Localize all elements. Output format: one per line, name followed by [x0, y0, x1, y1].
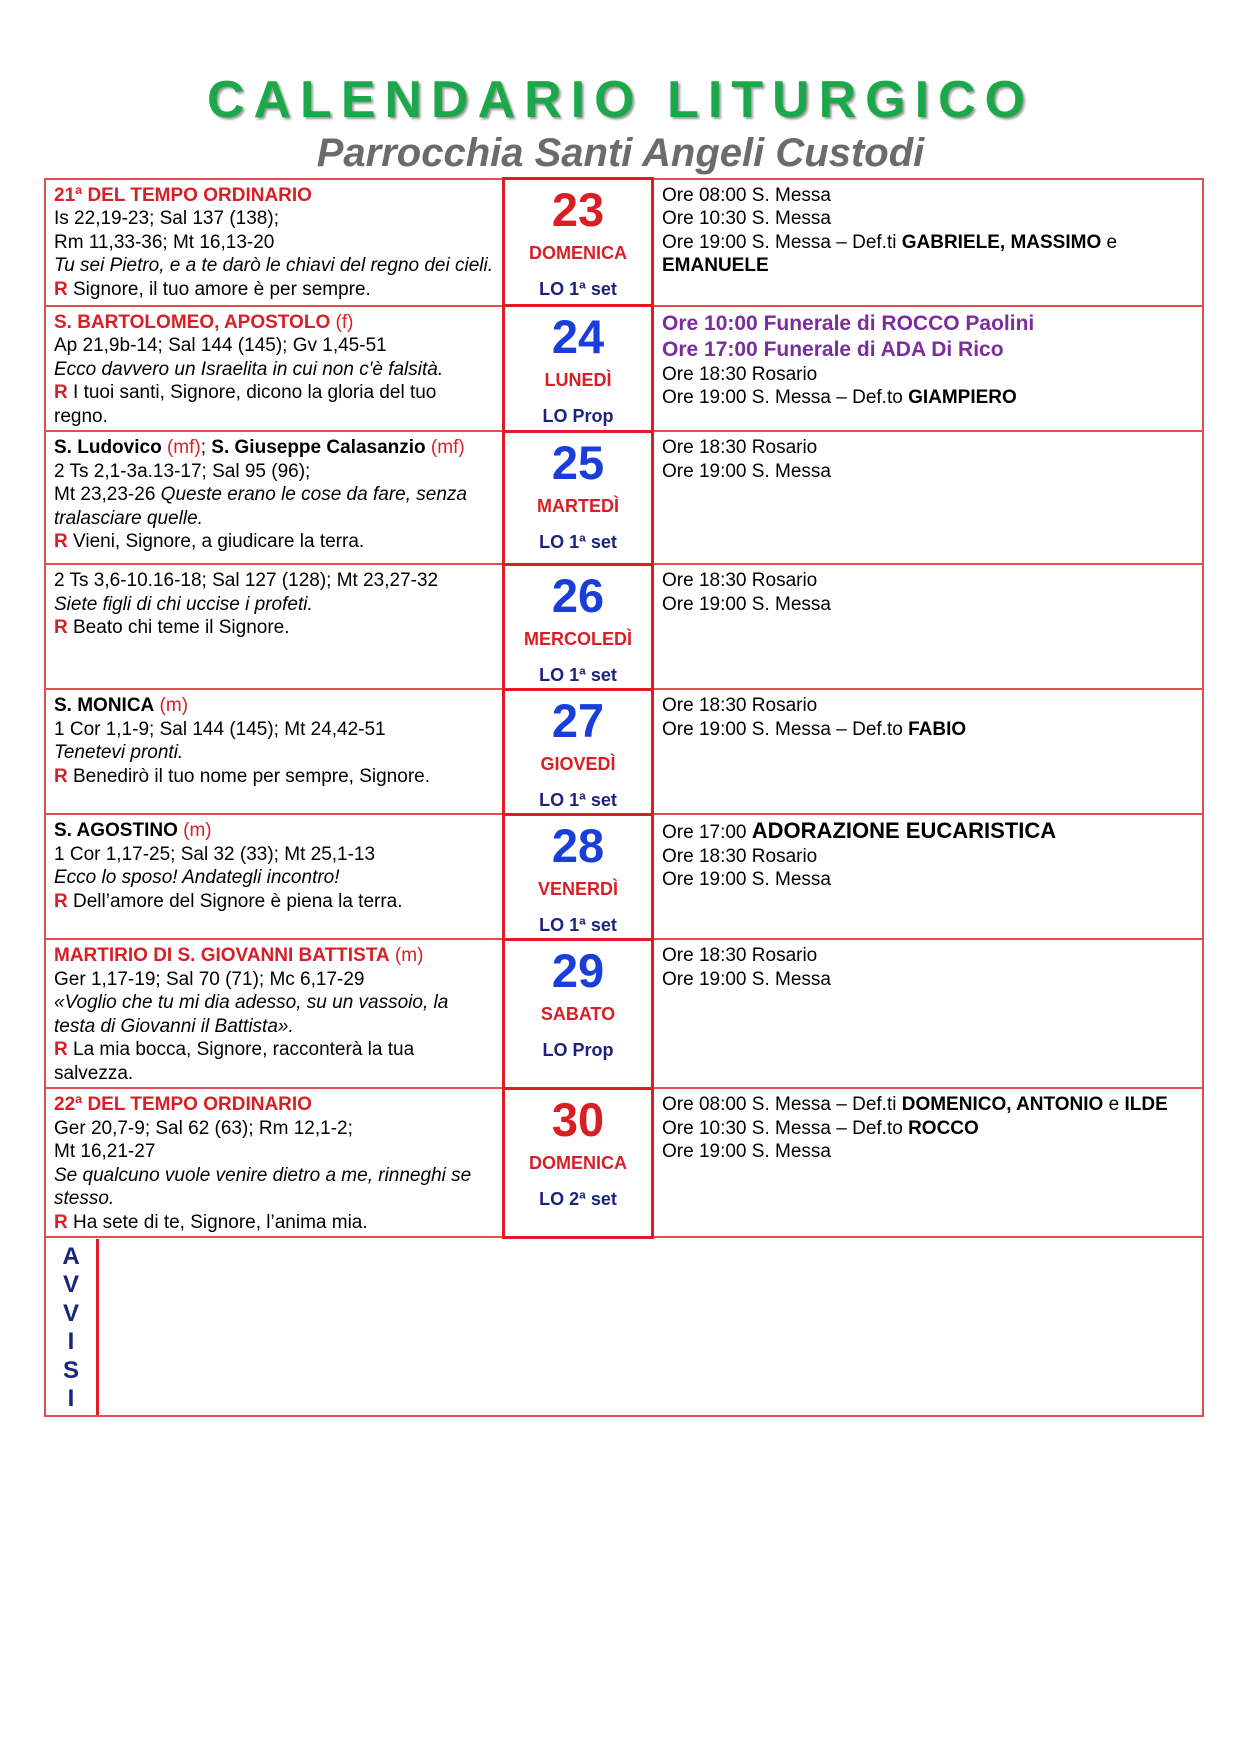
services-cell: [653, 179, 1204, 306]
avvisi-letter: I: [67, 1385, 75, 1412]
service-line: [662, 944, 1194, 968]
weekday-label: SABATO: [540, 1003, 616, 1024]
reading-line: [54, 765, 494, 789]
day-cell: [504, 1088, 653, 1237]
weekday-label: GIOVEDÌ: [540, 753, 616, 774]
reading-text: (m): [177, 820, 212, 841]
avvisi-label: [46, 1239, 99, 1415]
reading-line: [54, 991, 494, 1038]
service-line: [662, 311, 1194, 337]
liturgical-calendar-table: [44, 177, 1204, 1417]
reading-line: [54, 866, 494, 890]
reading-text: Ger 1,17-19; Sal 70 (71); Mc 6,17-29: [54, 968, 365, 990]
service-text: Ore 08:00 S. Messa – Def.ti: [662, 1094, 902, 1115]
day-cell: [504, 814, 653, 939]
reading-line: [54, 1164, 494, 1211]
service-line: [662, 363, 1194, 387]
reading-text: (m): [154, 695, 189, 716]
day-row: [45, 1088, 1203, 1237]
reading-line: [54, 968, 494, 992]
reading-text: (f): [330, 311, 354, 333]
day-cell: [504, 939, 653, 1088]
reading-line: [54, 483, 494, 530]
reading-line: [54, 460, 494, 484]
reading-text: (m): [389, 945, 424, 966]
reading-text: Rm 11,33-36; Mt 16,13-20: [54, 231, 275, 253]
avvisi-letter: A: [62, 1242, 80, 1270]
reading-line: [54, 254, 494, 301]
reading-text: Ger 20,7-9; Sal 62 (63); Rm 12,1-2;: [54, 1117, 353, 1139]
readings-cell: [45, 814, 504, 939]
service-line: [662, 819, 1194, 845]
parish-subtitle: Parrocchia Santi Angeli Custodi: [316, 131, 925, 175]
reading-text: Ha sete di te, Signore, l’anima mia.: [67, 1211, 368, 1233]
reading-text: MARTIRIO DI S. GIOVANNI BATTISTA: [54, 945, 390, 966]
reading-text: 22ª DEL TEMPO ORDINARIO: [54, 1094, 312, 1115]
service-line: [662, 845, 1194, 869]
reading-text: Is 22,19-23; Sal 137 (138);: [54, 208, 279, 229]
reading-text: R: [54, 1039, 68, 1060]
services-cell: [653, 689, 1204, 814]
reading-text: Mt 16,21-27: [54, 1141, 156, 1162]
reading-line: [54, 381, 494, 428]
reading-line: [54, 569, 494, 593]
reading-text: R: [54, 278, 68, 300]
day-number: 23: [551, 183, 605, 236]
service-line: [662, 337, 1194, 363]
reading-line: [54, 843, 494, 867]
avvisi-letter: I: [67, 1328, 75, 1355]
avvisi-content: [99, 1239, 1202, 1415]
day-row: [45, 179, 1203, 306]
readings-cell: [45, 431, 504, 564]
day-row: [45, 689, 1203, 814]
day-number: 24: [551, 310, 605, 363]
reading-text: 2 Ts 2,1-3a.13-17; Sal 95 (96);: [54, 460, 311, 482]
weekday-label: DOMENICA: [529, 1152, 627, 1173]
reading-text: Queste erano le cose da fare, senza tralasciare quelle.: [54, 484, 467, 529]
service-line: [662, 593, 1194, 617]
service-text: Ore 10:30 S. Messa – Def.to: [662, 1117, 909, 1139]
reading-text: S. AGOSTINO: [54, 820, 178, 841]
avvisi-letter: V: [62, 1299, 79, 1327]
reading-line: [54, 890, 494, 914]
day-cell: [504, 179, 653, 306]
day-row: [45, 939, 1203, 1088]
service-text: Ore 19:00 S. Messa: [662, 593, 831, 615]
liturgy-of-hours-label: LO Prop: [542, 406, 614, 426]
reading-text: S. MONICA: [54, 695, 155, 716]
reading-text: Dell’amore del Signore è piena la terra.: [67, 890, 403, 912]
reading-text: R: [54, 617, 68, 638]
service-text: EMANUELE: [662, 255, 769, 276]
reading-line: [54, 1093, 494, 1117]
day-row: [45, 564, 1203, 689]
reading-text: 21ª DEL TEMPO ORDINARIO: [54, 184, 312, 206]
reading-line: [54, 334, 494, 358]
reading-line: [54, 718, 494, 742]
readings-cell: [45, 564, 504, 689]
reading-text: «Voglio che tu mi dia adesso, su un vassoio, la testa di Giovanni il Battista».: [54, 992, 449, 1037]
reading-text: I tuoi santi, Signore, dicono la gloria del tuo regno.: [54, 382, 437, 427]
reading-text: R: [54, 765, 68, 787]
service-text: Ore 17:00: [662, 822, 752, 843]
service-text: ROCCO: [908, 1117, 979, 1139]
weekday-label: MERCOLEDÌ: [524, 628, 632, 649]
liturgy-of-hours-label: LO Prop: [542, 1039, 614, 1060]
readings-cell: [45, 939, 504, 1088]
reading-text: (mf): [425, 437, 465, 458]
service-line: [662, 386, 1194, 410]
service-text: Ore 18:30 Rosario: [662, 437, 818, 458]
page-title: CALENDARIO LITURGICO: [206, 71, 1035, 129]
reading-text: 1 Cor 1,1-9; Sal 144 (145); Mt 24,42-51: [54, 718, 386, 740]
service-line: [662, 1117, 1194, 1141]
services-cell: [653, 939, 1204, 1088]
day-number: 27: [551, 693, 605, 747]
service-text: Ore 18:30 Rosario: [662, 845, 818, 867]
avvisi-letter: V: [62, 1271, 79, 1298]
reading-line: [54, 358, 494, 382]
service-line: [662, 184, 1194, 208]
service-text: Ore 19:00 S. Messa: [662, 869, 831, 890]
service-text: e: [1103, 1094, 1125, 1115]
service-text: GABRIELE, MASSIMO: [901, 231, 1102, 253]
reading-line: [54, 436, 494, 460]
liturgy-of-hours-label: LO 1ª set: [539, 531, 617, 552]
services-cell: [653, 306, 1204, 432]
reading-text: R: [54, 382, 68, 403]
day-number: 28: [551, 818, 605, 872]
reading-text: S. Giuseppe Calasanzio: [211, 437, 426, 458]
day-row: [45, 431, 1203, 564]
weekday-label: DOMENICA: [529, 243, 627, 263]
service-text: ILDE: [1124, 1094, 1168, 1115]
services-cell: [653, 814, 1204, 939]
service-line: [662, 718, 1194, 742]
reading-text: Siete figli di chi uccise i profeti.: [54, 593, 313, 615]
reading-line: [54, 207, 494, 231]
reading-text: 2 Ts 3,6-10.16-18; Sal 127 (128); Mt 23,27-32: [54, 570, 439, 591]
reading-text: R: [54, 531, 68, 552]
reading-text: R: [54, 1211, 68, 1233]
service-text: Ore 19:00 S. Messa: [662, 460, 831, 482]
avvisi-cell: [45, 1237, 1203, 1416]
service-text: Ore 18:30 Rosario: [662, 363, 818, 385]
day-number: 26: [551, 568, 605, 622]
reading-text: (mf): [161, 437, 201, 458]
day-cell: [504, 306, 653, 432]
reading-text: Se qualcuno vuole venire dietro a me, rinneghi se stesso.: [54, 1164, 472, 1209]
reading-line: [54, 231, 494, 255]
reading-line: [54, 1038, 494, 1085]
reading-text: R: [54, 890, 68, 912]
reading-line: [54, 311, 494, 335]
service-line: [662, 460, 1194, 484]
readings-cell: [45, 1088, 504, 1237]
service-text: Ore 19:00 S. Messa – Def.to: [662, 718, 909, 740]
weekday-label: MARTEDÌ: [537, 495, 619, 516]
day-cell: [504, 431, 653, 564]
readings-cell: [45, 306, 504, 432]
reading-line: [54, 944, 494, 968]
service-text: Ore 18:30 Rosario: [662, 695, 818, 716]
reading-line: [54, 184, 494, 208]
reading-text: Tu sei Pietro, e a te darò le chiavi del regno dei cieli.: [54, 255, 493, 276]
reading-text: Ecco davvero un Israelita in cui non c'è falsità.: [54, 358, 444, 380]
reading-text: Ecco lo sposo! Andategli incontro!: [54, 867, 340, 888]
day-cell: [504, 689, 653, 814]
day-row: [45, 814, 1203, 939]
reading-line: [54, 1211, 494, 1235]
reading-line: [54, 616, 494, 640]
service-text: Ore 17:00 Funerale di ADA Di Rico: [662, 337, 1004, 361]
service-line: [662, 694, 1194, 718]
reading-line: [54, 819, 494, 843]
service-text: Ore 19:00 S. Messa: [662, 1141, 831, 1162]
reading-text: Mt 23,23-26: [54, 484, 161, 505]
liturgy-of-hours-label: LO 1ª set: [539, 789, 617, 810]
service-text: Ore 08:00 S. Messa: [662, 184, 831, 206]
reading-line: [54, 694, 494, 718]
services-cell: [653, 431, 1204, 564]
reading-text: Signore, il tuo amore è per sempre.: [67, 278, 371, 300]
day-row: [45, 306, 1203, 432]
readings-cell: [45, 179, 504, 306]
service-text: ADORAZIONE EUCARISTICA: [751, 818, 1057, 843]
reading-text: 1 Cor 1,17-25; Sal 32 (33); Mt 25,1-13: [54, 843, 376, 865]
service-text: Ore 10:30 S. Messa: [662, 208, 831, 229]
service-text: Ore 19:00 S. Messa – Def.to: [662, 387, 909, 408]
reading-text: ;: [200, 437, 212, 458]
day-number: 30: [551, 1092, 605, 1146]
liturgy-of-hours-label: LO 1ª set: [539, 279, 617, 299]
readings-cell: [45, 689, 504, 814]
liturgy-of-hours-label: LO 1ª set: [539, 664, 617, 685]
liturgy-of-hours-label: LO 1ª set: [539, 914, 617, 935]
service-text: Ore 10:00 Funerale di ROCCO Paolini: [662, 311, 1035, 335]
reading-text: Beato chi teme il Signore.: [67, 617, 290, 638]
service-text: Ore 19:00 S. Messa – Def.ti: [662, 231, 902, 253]
service-line: [662, 968, 1194, 992]
reading-text: La mia bocca, Signore, racconterà la tua salvezza.: [54, 1039, 415, 1084]
reading-line: [54, 530, 494, 554]
service-text: Ore 19:00 S. Messa: [662, 968, 831, 990]
service-text: Ore 18:30 Rosario: [662, 945, 818, 966]
service-line: [662, 207, 1194, 231]
day-cell: [504, 564, 653, 689]
avvisi-row: [45, 1237, 1203, 1416]
reading-text: S. BARTOLOMEO, APOSTOLO: [54, 311, 331, 333]
avvisi-letter: S: [62, 1356, 79, 1384]
reading-text: Benedirò il tuo nome per sempre, Signore.: [67, 765, 430, 787]
reading-line: [54, 1140, 494, 1164]
reading-text: Ap 21,9b-14; Sal 144 (145); Gv 1,45-51: [54, 335, 387, 356]
service-line: [662, 436, 1194, 460]
reading-line: [54, 741, 494, 765]
service-text: DOMENICO, ANTONIO: [901, 1094, 1104, 1115]
reading-line: [54, 1117, 494, 1141]
reading-text: S. Ludovico: [54, 437, 162, 458]
day-number: 25: [551, 435, 605, 489]
liturgy-of-hours-label: LO 2ª set: [539, 1188, 617, 1209]
day-number: 29: [551, 943, 605, 997]
reading-line: [54, 593, 494, 617]
reading-text: Tenetevi pronti.: [54, 742, 184, 763]
weekday-label: LUNEDÌ: [544, 370, 612, 390]
reading-text: Vieni, Signore, a giudicare la terra.: [67, 531, 365, 552]
service-text: Ore 18:30 Rosario: [662, 570, 818, 591]
service-text: e: [1101, 231, 1118, 253]
services-cell: [653, 564, 1204, 689]
service-line: [662, 1140, 1194, 1164]
services-cell: [653, 1088, 1204, 1237]
service-text: GIAMPIERO: [908, 387, 1017, 408]
service-line: [662, 1093, 1194, 1117]
service-text: FABIO: [908, 718, 967, 740]
service-line: [662, 231, 1194, 278]
service-line: [662, 569, 1194, 593]
weekday-label: VENERDÌ: [537, 878, 618, 899]
service-line: [662, 868, 1194, 892]
